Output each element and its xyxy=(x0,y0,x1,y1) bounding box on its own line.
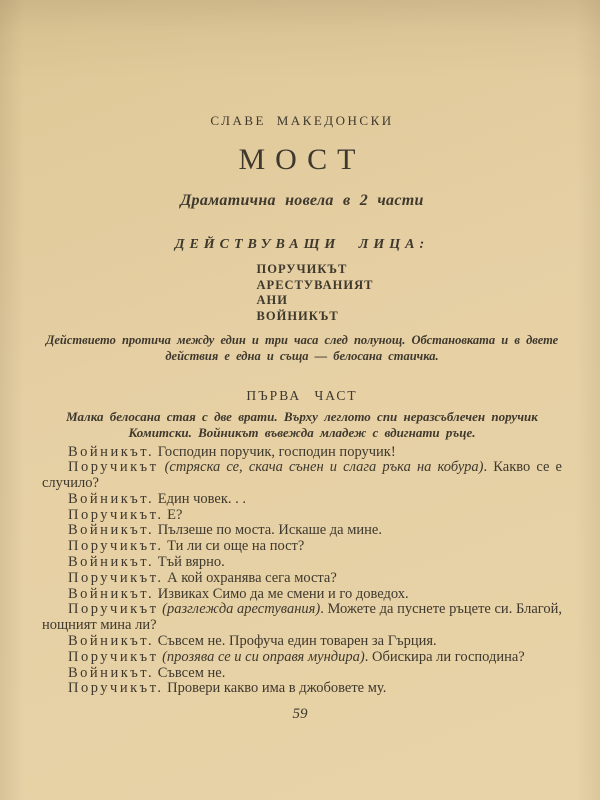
speaker-name: Войникът. xyxy=(68,585,155,602)
speaker-name: Войникът. xyxy=(68,490,155,507)
dialog-text: . Обискира ли господина? xyxy=(364,648,525,665)
speaker-name: Поручикът. xyxy=(68,569,164,586)
dialog-line xyxy=(42,666,562,682)
scene-description: Малка белосана стая с две врати. Върху леглото спи неразсъблечен поручик Комитски. Войникът въвежда младеж с вдигнати ръце. xyxy=(66,408,538,440)
dialog-line xyxy=(42,508,562,524)
cast-member: ВОЙНИКЪТ xyxy=(256,308,339,323)
speaker-name: Поручикът. xyxy=(68,538,164,555)
speaker-name: Поручикът. xyxy=(68,680,164,697)
play-subtitle: Драматична новела в 2 части xyxy=(180,192,424,209)
dialog-line xyxy=(42,555,562,571)
speaker-name: Поручикът xyxy=(68,601,159,618)
dialog-text: Провери какво има в джобовете му. xyxy=(163,680,387,697)
page-number: 59 xyxy=(292,706,308,722)
part-heading: ПЪРВА ЧАСТ xyxy=(246,387,358,403)
speaker-name: Войникът. xyxy=(68,664,155,681)
stage-direction: (разглежда арестувания) xyxy=(158,601,321,618)
cast-member: АРЕСТУВАНИЯТ xyxy=(256,277,374,292)
cast-list-wrapper xyxy=(42,262,562,325)
dialog-line xyxy=(42,523,562,539)
dialog-line xyxy=(42,539,562,555)
speaker-name: Поручикът xyxy=(68,459,159,476)
speaker-name: Поручикът xyxy=(68,648,159,665)
dialog-text: Един човек. . . xyxy=(154,490,247,507)
stage-direction: (стряска се, скача сънен и слага ръка на кобура) xyxy=(158,459,484,476)
author-name: СЛАВЕ МАКЕДОНСКИ xyxy=(210,113,394,128)
dialog-line xyxy=(42,587,562,603)
dialog-line xyxy=(42,445,562,461)
dialog-text: Господин поручик, господин поручик! xyxy=(154,443,396,460)
dialog-text: Извиках Симо да ме смени и го доведох. xyxy=(154,585,409,602)
cast-list xyxy=(257,262,374,324)
dialog-text: Тъй вярно. xyxy=(154,554,225,571)
dialog-line xyxy=(42,460,562,492)
dialog-line xyxy=(42,634,562,650)
stage-direction: (прозява се и си оправя мундира) xyxy=(158,648,365,665)
dialog-text: Съвсем не. Профуча един товарен за Гърция. xyxy=(154,633,437,650)
dialog-text: Ти ли си още на пост? xyxy=(163,538,305,555)
cast-heading: ДЕЙСТВУВАЩИ ЛИЦА: xyxy=(174,237,430,252)
speaker-name: Поручикът. xyxy=(68,506,164,523)
dialog-line xyxy=(42,571,562,587)
speaker-name: Войникът. xyxy=(68,443,155,460)
dialog-line xyxy=(42,492,562,508)
dialog-text: А кой охранява сега моста? xyxy=(163,569,337,586)
speaker-name: Войникът. xyxy=(68,522,155,539)
dialog-text: . Какво се е случило? xyxy=(42,459,562,492)
dialog-text: Съвсем не. xyxy=(154,664,226,681)
dialog xyxy=(42,445,562,698)
dialog-text: . Можете да пуснете ръцете си. Благой, нощният мина ли? xyxy=(42,601,562,634)
dialog-line xyxy=(42,650,562,666)
cast-member: ПОРУЧИКЪТ xyxy=(256,262,348,276)
dialog-text: Е? xyxy=(163,506,183,523)
page-content xyxy=(42,0,562,697)
play-title: МОСТ xyxy=(238,143,366,176)
speaker-name: Войникът. xyxy=(68,554,155,571)
dialog-text: Пълзеше по моста. Искаше да мине. xyxy=(154,522,382,539)
setting-note: Действието протича между един и три часа след полунощ. Обстановката и в двете действия е една и съща — белосана стаичка. xyxy=(45,332,559,363)
speaker-name: Войникът. xyxy=(68,633,155,650)
dialog-line xyxy=(42,681,562,697)
dialog-line xyxy=(42,602,562,634)
cast-member: АНИ xyxy=(256,293,289,307)
